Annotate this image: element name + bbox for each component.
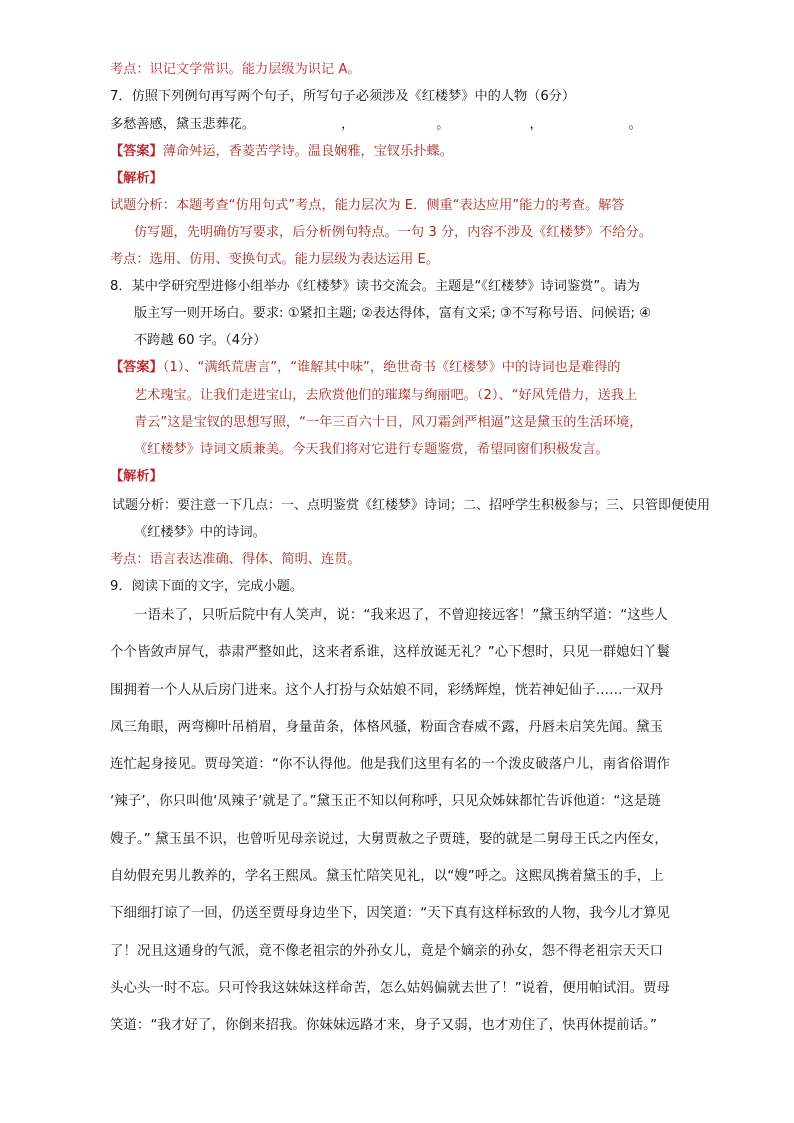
passage-line: 围拥着一个人从后房门进来。这个人打扮与众姑娘不同，彩绣辉煌，恍若神妃仙子……一双丹 — [110, 683, 664, 698]
question-9: 9．阅读下面的文字，完成小题。 — [110, 579, 304, 594]
blank-sep-1: ， — [341, 117, 355, 132]
analysis-8-line-2: 《红楼梦》中的诗词。 — [134, 525, 266, 540]
analysis-7-line-2: 仿写题，先明确仿写要求，后分析例句特点。一句 3 分，内容不涉及《红楼梦》不给分。 — [134, 225, 652, 240]
question-8-line-1: 8．某中学研究型进修小组举办《红楼梦》读书交流会。主题是“《红楼梦》诗词鉴赏”。请为 — [110, 279, 640, 294]
answer-tag: 【答案】 — [110, 144, 163, 159]
answer-8-line-1 — [110, 359, 620, 377]
analysis-7-line-1: 试题分析：本题考查“仿用句式”考点，能力层次为 E．侧重“表达应用”能力的考查。解答 — [110, 198, 625, 213]
answer-8-line-2: 艺术瑰宝。让我们走进宝山，去欣赏他们的璀璨与绚丽吧。（2）、“好风凭借力，送我上 — [134, 388, 638, 403]
example-sentence: 多愁善感，黛玉悲葬花。 — [110, 117, 256, 132]
kaodian-7: 考点：选用、仿用、变换句式。能力层级为表达运用 E。 — [110, 252, 440, 267]
passage-line: 下细细打谅了一回，仍送至贾母身边坐下，因笑道：“天下真有这样标致的人物，我今儿才算见 — [110, 906, 671, 921]
answer-7 — [110, 143, 453, 161]
blank-sep-4: 。 — [628, 117, 642, 132]
passage-line: 凤三角眼，两弯柳叶吊梢眉，身量苗条，体格风骚，粉面含春威不露，丹唇未启笑先闻。黛玉 — [110, 720, 664, 735]
question-7: 7．仿照下列例句再写两个句子，所写句子必须涉及《红楼梦》中的人物（6分） — [110, 89, 576, 104]
passage-line: 连忙起身接见。贾母笑道：“你不认得他。他是我们这里有名的一个泼皮破落户儿，南省俗谓作 — [110, 757, 671, 772]
passage-line: 一语未了，只听后院中有人笑声，说：“我来迟了，不曾迎接远客！”黛玉纳罕道：“这些人 — [134, 608, 668, 623]
question-7-example — [110, 116, 642, 134]
kaodian-line-1: 考点：识记文学常识。能力层级为识记 A。 — [110, 62, 361, 77]
analysis-tag-8: 【解析】 — [110, 469, 163, 484]
passage-line: 嫂子。” 黛玉虽不识，也曾听见母亲说过，大舅贾赦之子贾琏，娶的就是二舅母王氏之内侄女， — [110, 832, 668, 847]
question-8-line-2: 版主写一则开场白。要求: ①紧扣主题; ②表达得体，富有文采; ③不写称号语、问候语; ④ — [134, 306, 652, 321]
answer-8-line-3: 青云”这是宝钗的思想写照，“一年三百六十日，风刀霜剑严相逼”这是黛玉的生活环境， — [134, 415, 643, 430]
passage-line: 个个皆敛声屏气，恭肃严整如此，这来者系谁，这样放诞无礼？”心下想时，只见一群媳妇丫鬟 — [110, 645, 671, 660]
answer-tag: 【答案】 — [110, 360, 163, 375]
passage-line: 笑道：“我才好了，你倒来招我。你妹妹远路才来，身子又弱，也才劝住了，快再休提前话。” — [110, 1018, 657, 1033]
passage-line: 了！况且这通身的气派，竟不像老祖宗的外孙女儿，竟是个嫡亲的孙女，怨不得老祖宗天天口 — [110, 944, 664, 959]
passage-line: 头心头一时不忘。只可怜我这妹妹这样命苦，怎么姑妈偏就去世了！”说着，便用帕试泪。贾母 — [110, 981, 671, 996]
question-8-line-3: 不跨越 60 字。（4分） — [134, 333, 267, 348]
blank-sep-2: 。 — [436, 117, 450, 132]
answer-text: 薄命舛运，香菱苦学诗。温良娴雅，宝钗乐扑蝶。 — [162, 144, 453, 159]
passage-line: ‘辣子’，你只叫他‘凤辣子’就是了。”黛玉正不知以何称呼，只见众姊妹都忙告诉他道：“这是琏 — [110, 794, 661, 809]
analysis-8-line-1: 试题分析：要注意一下几点：一、点明鉴赏《红楼梦》诗词；二、招呼学生积极参与；三、只管即便使用 — [112, 498, 711, 513]
analysis-tag-7: 【解析】 — [110, 171, 163, 186]
passage-line: 自幼假充男儿教养的，学名王熙凤。黛玉忙陪笑见礼，以“嫂”呼之。这熙凤携着黛玉的手，上 — [110, 869, 664, 884]
kaodian-8: 考点：语言表达准确、得体、简明、连贯。 — [110, 552, 361, 567]
blank-sep-3: ， — [529, 117, 543, 132]
answer-8-line-4: 《红楼梦》诗词文质兼美。今天我们将对它进行专题鉴赏，希望同窗们积极发言。 — [134, 442, 609, 457]
answer-text: （1）、“满纸荒唐言”，“谁解其中味”，绝世奇书《红楼梦》中的诗词也是难得的 — [162, 360, 621, 375]
